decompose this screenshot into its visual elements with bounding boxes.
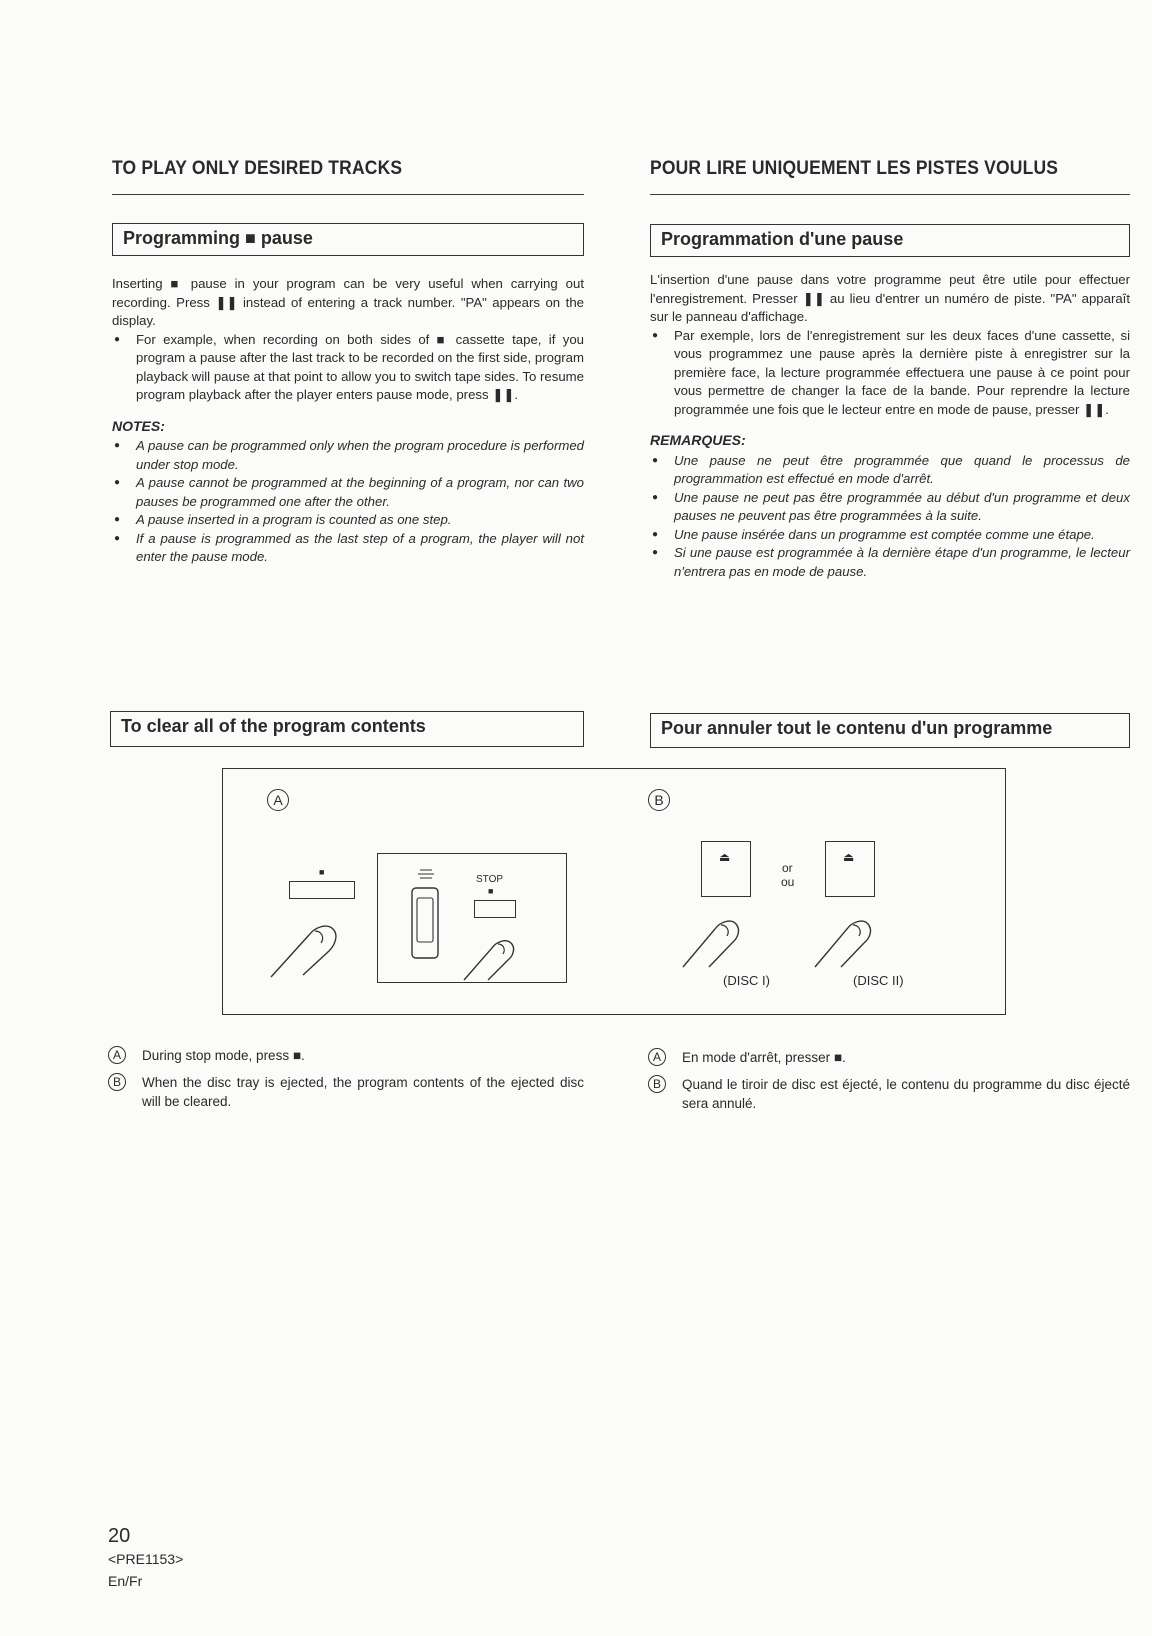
- note-en-1: ● A pause can be programmed only when the program procedure is performed under stop mode.: [112, 437, 584, 474]
- remote-stop-label: STOP: [476, 874, 504, 885]
- step-a-text-fr: En mode d'arrêt, presser ■.: [682, 1050, 846, 1065]
- remote-stop-button[interactable]: [474, 900, 516, 918]
- eject-button-disc1[interactable]: [701, 841, 751, 897]
- step-b-marker-en: B: [108, 1073, 126, 1091]
- remote-stop-symbol: ■: [488, 886, 494, 896]
- step-b-text-en: When the disc tray is ejected, the program contents of the ejected disc will be cleared.: [142, 1075, 584, 1109]
- step-b-text-fr: Quand le tiroir de disc est éjecté, le contenu du programme du disc éjecté sera annulé.: [682, 1077, 1130, 1111]
- steps-fr: [648, 1048, 1130, 1113]
- note-en-2: ● A pause cannot be programmed at the beginning of a program, nor can two pauses be programmed one after the other.: [112, 474, 584, 511]
- clear-box-en: [110, 711, 584, 747]
- step-a-fr: [648, 1048, 1130, 1067]
- pause-example-fr: ● Par exemple, lors de l'enregistrement sur les deux faces d'une cassette, si vous programmez une pause après la dernière piste à enregistrer sur la première face, la lecture programmée effectuera une pause à ce point pour vous permettre de changer la face de la bande. Pour reprendre la lecture programmée une fois que le lecteur entre en mode de pause, presser ❚❚.: [650, 327, 1130, 420]
- note-en-3: ● A pause inserted in a program is counted as one step.: [112, 511, 584, 530]
- remote-panel: [377, 853, 567, 983]
- pause-intro-fr: L'insertion d'une pause dans votre programme peut être utile pour effectuer l'enregistrement. Presser ❚❚ au lieu d'entrer un numéro de piste. "PA" apparaît sur le panneau d'affichage.: [650, 272, 1130, 324]
- step-b-fr: [648, 1075, 1130, 1113]
- note-fr-4: ● Si une pause est programmée à la dernière étape d'un programme, le lecteur n'entrera pas en mode de pause.: [650, 544, 1130, 581]
- diagram-label-b: B: [648, 789, 670, 811]
- notes-title-fr: REMARQUES:: [650, 432, 746, 448]
- notes-title-en: NOTES:: [112, 417, 165, 434]
- section-title-en: TO PLAY ONLY DESIRED TRACKS: [112, 158, 403, 179]
- finger-icon-a1: [263, 901, 343, 981]
- eject-icon-disc1: ⏏: [719, 850, 731, 864]
- finger-icon-b1: [677, 899, 747, 969]
- language-code: En/Fr: [108, 1573, 143, 1589]
- note-fr-1: ● Une pause ne peut être programmée que quand le processus de programmation est effectué en mode d'arrêt.: [650, 452, 1130, 489]
- title-rule-en: [112, 194, 584, 195]
- steps-en: [108, 1046, 584, 1111]
- disc2-label: (DISC II): [853, 973, 904, 988]
- section-title-fr: POUR LIRE UNIQUEMENT LES PISTES VOULUS: [650, 158, 1059, 179]
- note-fr-2: ● Une pause ne peut pas être programmée au début d'un programme et deux pauses ne peuvent pas être programmées à la suite.: [650, 489, 1130, 526]
- pause-box-label-en: Programming ■ pause: [123, 228, 313, 248]
- main-stop-button[interactable]: [289, 881, 355, 899]
- pause-text-en: [112, 275, 584, 567]
- note-fr-3: ● Une pause insérée dans un programme est comptée comme une étape.: [650, 526, 1130, 545]
- main-stop-symbol: ■: [319, 867, 325, 877]
- step-a-marker-fr: A: [648, 1048, 666, 1066]
- disc1-label: (DISC I): [723, 973, 770, 988]
- model-code: <PRE1153>: [108, 1551, 184, 1567]
- eject-button-disc2[interactable]: [825, 841, 875, 897]
- clear-box-fr: [650, 713, 1130, 748]
- finger-icon-a2: [460, 922, 520, 982]
- page-footer: [108, 1524, 183, 1592]
- pause-text-fr: [650, 271, 1130, 581]
- finger-icon-b2: [809, 899, 879, 969]
- pause-intro-en: Inserting ■ pause in your program can be very useful when carrying out recording. Press ❚❚ instead of entering a track number. "PA" appears on the display.: [112, 276, 584, 328]
- remote-control-icon: [406, 864, 446, 964]
- or-label: or: [782, 861, 793, 875]
- step-b-marker-fr: B: [648, 1075, 666, 1093]
- pause-box-en: [112, 223, 584, 256]
- pause-box-fr: [650, 224, 1130, 257]
- clear-box-label-en: To clear all of the program contents: [121, 716, 426, 736]
- title-rule-fr: [650, 194, 1130, 195]
- step-b-en: [108, 1073, 584, 1111]
- pause-box-label-fr: Programmation d'une pause: [661, 229, 904, 249]
- operation-diagram: [222, 768, 1006, 1015]
- page-number: 20: [108, 1525, 131, 1547]
- step-a-text-en: During stop mode, press ■.: [142, 1048, 305, 1063]
- ou-label: ou: [781, 875, 795, 889]
- clear-box-label-fr: Pour annuler tout le contenu d'un programme: [661, 718, 1053, 738]
- note-en-4: ● If a pause is programmed as the last step of a program, the player will not enter the pause mode.: [112, 530, 584, 567]
- step-a-marker-en: A: [108, 1046, 126, 1064]
- eject-icon-disc2: ⏏: [843, 850, 855, 864]
- step-a-en: [108, 1046, 584, 1065]
- pause-example-en: ● For example, when recording on both sides of ■ cassette tape, if you program a pause after the last track to be recorded on the first side, program playback will pause at that point to allow you to switch tape sides. To resume program playback after the player enters pause mode, press ❚❚.: [112, 331, 584, 405]
- diagram-label-a: A: [267, 789, 289, 811]
